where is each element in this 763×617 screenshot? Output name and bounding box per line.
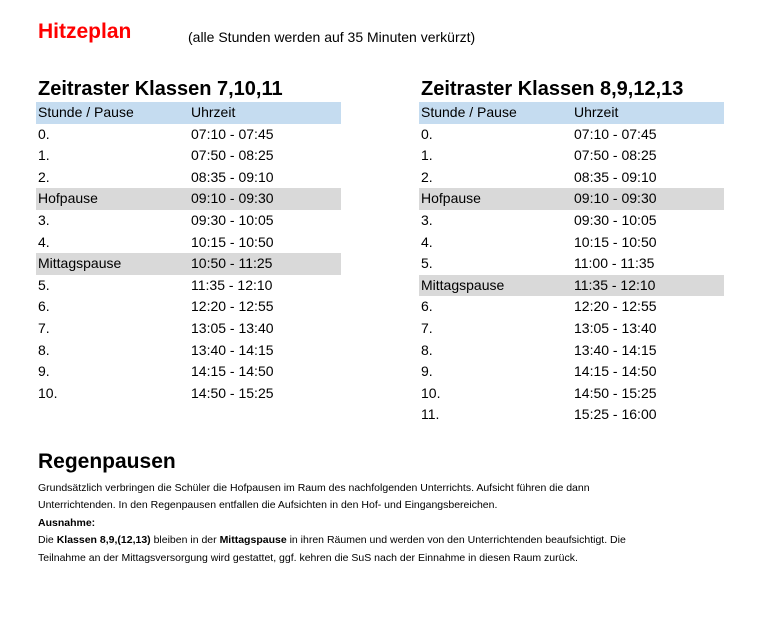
text-span: Die: [38, 534, 57, 547]
table-row: [419, 404, 724, 426]
period-cell: 8.: [38, 341, 50, 358]
period-cell: 6.: [421, 298, 433, 315]
time-cell: 14:50 - 15:25: [191, 384, 274, 401]
table-row: [36, 275, 341, 297]
rain-breaks-heading: Regenpausen: [38, 450, 176, 473]
period-cell: 7.: [38, 319, 50, 336]
time-cell: 15:25 - 16:00: [574, 406, 657, 423]
time-cell: 12:20 - 12:55: [574, 298, 657, 315]
table-row: [419, 124, 724, 146]
table-row: [36, 318, 341, 340]
table-row: [419, 145, 724, 167]
period-cell: 1.: [421, 147, 433, 164]
period-cell: 3.: [38, 211, 50, 228]
table-row: [419, 340, 724, 362]
time-cell: 07:50 - 08:25: [574, 147, 657, 164]
time-cell: 13:05 - 13:40: [574, 319, 657, 336]
time-cell: 07:50 - 08:25: [191, 147, 274, 164]
table-row: [419, 361, 724, 383]
table-row: [36, 167, 341, 189]
schedule-heading-left: Zeitraster Klassen 7,10,11: [38, 78, 283, 100]
time-cell: 08:35 - 09:10: [574, 168, 657, 185]
table-row: [36, 145, 341, 167]
time-cell: 07:10 - 07:45: [574, 125, 657, 142]
table-row: [419, 232, 724, 254]
table-row: [36, 124, 341, 146]
period-cell: 4.: [421, 233, 433, 250]
period-cell: 10.: [421, 384, 441, 401]
table-row: [36, 210, 341, 232]
period-cell: 9.: [421, 363, 433, 380]
time-cell: 09:30 - 10:05: [574, 211, 657, 228]
time-cell: 13:40 - 14:15: [191, 341, 274, 358]
period-cell: 6.: [38, 298, 50, 315]
table-rows: [36, 124, 341, 405]
period-cell: 1.: [38, 147, 50, 164]
time-cell: 14:15 - 14:50: [191, 363, 274, 380]
column-header-period: Stunde / Pause: [38, 104, 134, 120]
period-cell: 0.: [421, 125, 433, 142]
time-cell: 07:10 - 07:45: [191, 125, 274, 142]
period-cell: Hofpause: [421, 190, 481, 207]
period-cell: 11.: [421, 406, 440, 423]
period-cell: Mittagspause: [421, 276, 505, 293]
table-row: [36, 340, 341, 362]
period-cell: 10.: [38, 384, 58, 401]
period-cell: Hofpause: [38, 190, 98, 207]
period-cell: 8.: [421, 341, 433, 358]
time-cell: 11:00 - 11:35: [574, 255, 655, 272]
time-cell: 11:35 - 12:10: [574, 276, 656, 293]
schedule-heading-right: Zeitraster Klassen 8,9,12,13: [421, 78, 684, 100]
column-header-time: Uhrzeit: [191, 104, 236, 120]
period-cell: 2.: [421, 168, 433, 185]
table-row: [36, 232, 341, 254]
table-row: [36, 383, 341, 405]
table-header-row: [419, 102, 724, 124]
text-span: in ihren Räumen und werden von den Unterrichtenden beaufsichtigt. Die Teilnahme an der Mittagsversorgung wird gestattet, ggf. kehren die SuS nach der Einnahme in diesen Raum zurück.: [38, 534, 626, 564]
period-cell: 0.: [38, 125, 50, 142]
period-cell: 2.: [38, 168, 50, 185]
pause-row: [36, 188, 341, 210]
time-cell: 11:35 - 12:10: [191, 276, 273, 293]
table-rows: [419, 124, 724, 426]
time-cell: 13:05 - 13:40: [191, 319, 274, 336]
schedule-table-left: [36, 76, 341, 404]
table-row: [419, 167, 724, 189]
period-cell: 5.: [38, 276, 50, 293]
exception-label: Ausnahme:: [38, 516, 96, 529]
time-cell: 08:35 - 09:10: [191, 168, 274, 185]
period-cell: Mittagspause: [38, 255, 122, 272]
pause-row: [419, 188, 724, 210]
time-cell: 10:50 - 11:25: [191, 255, 273, 272]
rain-breaks-text: [38, 480, 658, 567]
text-span: bleiben in der: [150, 534, 220, 547]
table-row: [36, 296, 341, 318]
period-cell: 9.: [38, 363, 50, 380]
table-row: [419, 383, 724, 405]
period-cell: 4.: [38, 233, 50, 250]
lunch-break-bold: Mittagspause: [219, 534, 287, 547]
period-cell: 7.: [421, 319, 433, 336]
pause-row: [36, 253, 341, 275]
table-row: [36, 361, 341, 383]
time-cell: 09:10 - 09:30: [574, 190, 657, 207]
time-cell: 12:20 - 12:55: [191, 298, 274, 315]
time-cell: 10:15 - 10:50: [191, 233, 274, 250]
period-cell: 3.: [421, 211, 433, 228]
time-cell: 14:50 - 15:25: [574, 384, 657, 401]
time-cell: 10:15 - 10:50: [574, 233, 657, 250]
time-cell: 09:30 - 10:05: [191, 211, 274, 228]
rain-paragraph-1: Grundsätzlich verbringen die Schüler die Hofpausen im Raum des nachfolgenden Unterrichts. Aufsicht führen die dann Unterrichtenden. In den Regenpausen entfallen die Aufsichten in den Hof- und Eingangsbereichen.: [38, 482, 590, 512]
table-row: [419, 253, 724, 275]
time-cell: 09:10 - 09:30: [191, 190, 274, 207]
schedule-table-right: [419, 76, 724, 426]
table-row: [419, 210, 724, 232]
classes-bold: Klassen 8,9,(12,13): [56, 534, 151, 547]
time-cell: 14:15 - 14:50: [574, 363, 657, 380]
table-row: [419, 318, 724, 340]
pause-row: [419, 275, 724, 297]
column-header-period: Stunde / Pause: [421, 104, 517, 120]
page-title: Hitzeplan: [38, 20, 132, 43]
table-row: [419, 296, 724, 318]
page-subtitle: (alle Stunden werden auf 35 Minuten verkürzt): [188, 29, 476, 45]
table-header-row: [36, 102, 341, 124]
time-cell: 13:40 - 14:15: [574, 341, 657, 358]
column-header-time: Uhrzeit: [574, 104, 619, 120]
period-cell: 5.: [421, 255, 433, 272]
rain-paragraph-2: [38, 532, 658, 567]
